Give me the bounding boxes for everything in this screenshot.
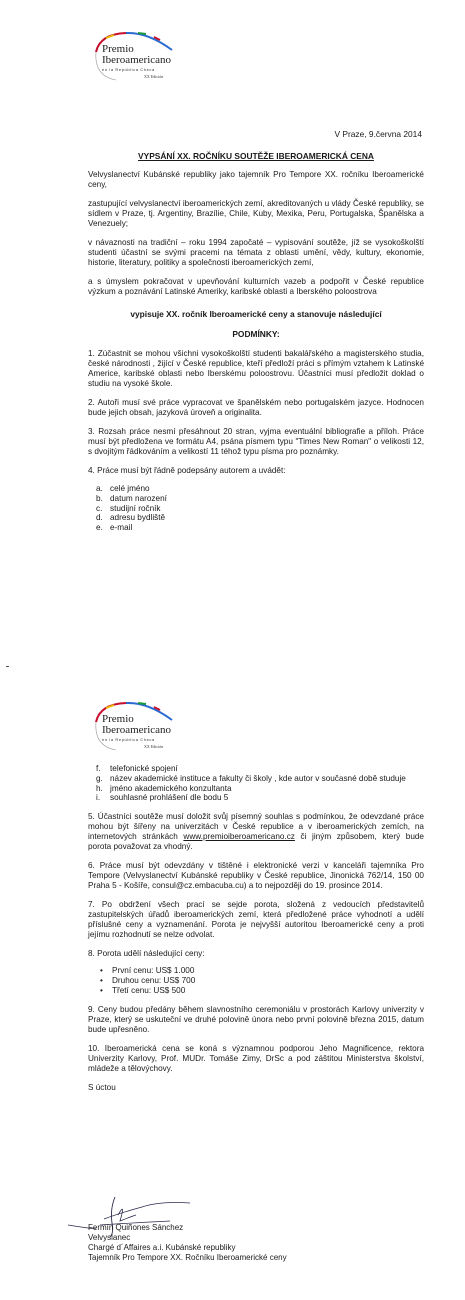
condition-1: 1. Zúčastnit se mohou všichni vysokoškolští studenti bakalářského a magisterského studia, české národnosti , žijící v České republice, kteří předloží práci s přímým vztahem k Latinské Americe, karibské oblasti nebo Iberskému poloostrovu. Účastníci musí předložit doklad o studiu na vysoké škole. <box>88 349 424 388</box>
logo-line-3: en la República Checa <box>102 737 155 742</box>
logo-line-2: Iberoamericano <box>102 724 172 736</box>
signature-block <box>88 1223 287 1263</box>
list-item: f. telefonické spojení <box>96 764 178 773</box>
logo-premio-iberoamericano <box>86 30 196 86</box>
list-item: g. název akademické instituce a fakulty či školy , kde autor v současné době studuje <box>96 773 406 783</box>
list-item: • Třetí cenu: US$ 500 <box>100 985 186 995</box>
logo-edition: XX Edición <box>144 744 164 749</box>
prize-list <box>88 966 424 995</box>
bullet-icon: • <box>100 985 103 995</box>
condition-5: 5. Účastníci soutěže musí doložit svůj písemný souhlas s podmínkou, že odevzdané práce mohou být šířeny na univerzitách v České republice a v iberoamerických zemích, na internetových stránkách www.premioiberoamericano.cz či jiným způsobem, který bude porota považovat za vhodný. <box>88 812 424 852</box>
required-info-list <box>88 764 424 803</box>
document-date: V Praze, 9.června 2014 <box>334 129 422 139</box>
document-title: VYPSÁNÍ XX. ROČNÍKU SOUTĚŽE IBEROAMERICKÁ CENA <box>138 151 374 161</box>
condition-8: 8. Porota udělí následující ceny: <box>88 949 205 959</box>
list-item: c. studijní ročník <box>96 503 161 513</box>
logo-premio-iberoamericano <box>86 700 196 756</box>
bullet-icon: • <box>100 966 103 976</box>
bullet-icon: • <box>100 975 103 985</box>
list-item: • První cenu: US$ 1.000 <box>100 966 195 976</box>
conditions-heading: PODMÍNKY: <box>232 329 280 339</box>
list-item: e. e-mail <box>96 523 133 533</box>
logo-line-1: Premio <box>102 713 134 725</box>
announcement: vypisuje XX. ročník Iberoamerické ceny a stanovuje následující <box>130 309 382 319</box>
condition-4: 4. Práce musí být řádně podepsány autorem a uvádět: <box>88 466 286 475</box>
condition-6: 6. Práce musí být odevzdány v tištěné i elektronické verzi v kanceláři tajemníka Pro Tempore (Velvyslanectví Kubánské republiky v České republice, Jinonická 762/14, 150 00 Praha 5 - Košíře, consul@cz.embacuba.cu) a to nejpozději do 19. prosince 2014. <box>88 861 424 891</box>
list-item: d. adresu bydliště <box>96 513 166 523</box>
list-item: b. datum narození <box>96 493 167 503</box>
condition-9: 9. Ceny budou předány během slavnostního ceremoniálu v prostorách Karlovy univerzity v Praze, který se uskuteční ve druhé polovině února nebo první polovině března 2015, datum bude upřesněno. <box>88 1004 424 1034</box>
list-item: h. jméno akademického konzultanta <box>96 783 232 793</box>
intro-paragraph: zastupující velvyslanectví iberoamerických zemí, akreditovaných u vlády České republiky, se sídlem v Praze, tj. Argentiny, Brazílie, Chile, Kuby, Mexika, Peru, Portugalska, Španělska a Venezuely; <box>88 199 424 228</box>
closing: S úctou <box>88 1082 116 1092</box>
condition-3: 3. Rozsah práce nesmí přesáhnout 20 stran, vyjma eventuální bibliografie a příloh. Práce musí být předložena ve formátu A4, psána písmem typu "Times New Roman" o velikosti 12, s dvojitým řádkováním a velikostí 11 téhož typu písma pro poznámky. <box>88 427 424 456</box>
logo-line-1: Premio <box>102 43 134 55</box>
conditions-continued <box>88 764 424 1093</box>
intro-section <box>88 170 424 533</box>
condition-10: 10. Iberoamerická cena se koná s významnou podporou Jeho Magnificence, rektora Univerzity Karlovy, Prof. MUDr. Tomáše Zimy, DrSc a pod záštitou Ministerstva školství, mládeže a tělovýchovy. <box>88 1043 424 1073</box>
logo-edition: XX Edición <box>144 74 164 79</box>
website-link[interactable]: www.premioiberoamericano.cz <box>183 832 295 842</box>
signatory-role: Velvyslanec <box>88 1233 131 1242</box>
condition-7: 7. Po obdržení všech prací se sejde porota, složená z vedoucích představitelů zastupitelských úřadů iberoamerických zemí, která předložené práce vyhodnotí a udělí příslušné ceny a vyznamenání. Porota je nejvyšší autoritou Iberoamerické ceny a proti jejímu rozhodnutí se nelze odvolat. <box>88 900 424 940</box>
required-info-list <box>88 484 424 533</box>
signatory-name: Fermín Quiñones Sánchez <box>88 1223 184 1232</box>
condition-2: 2. Autoři musí své práce vypracovat ve španělském nebo portugalském jazyce. Hodnocen bude jejich obsah, jazyková úroveň a originalita. <box>88 398 424 417</box>
list-item: a. celé jméno <box>96 484 150 493</box>
logo-line-3: en la República Checa <box>102 67 155 72</box>
page-mark <box>6 666 9 667</box>
signatory-title: Chargé d´Affaires a.i. Kubánské republiky <box>88 1243 236 1252</box>
list-item: i. souhlasné prohlášení dle bodu 5 <box>96 793 229 803</box>
signatory-function: Tajemník Pro Tempore XX. Ročníku Iberoamerické ceny <box>88 1253 287 1262</box>
list-item: • Druhou cenu: US$ 700 <box>100 975 196 985</box>
intro-paragraph: v návaznosti na tradiční – roku 1994 započaté – vypisování soutěže, jíž se vysokoškolští studenti účastní se svými pracemi na témata z oblasti umění, vědy, kultury, ekonomie, historie, literatury, politiky a společnosti iberoamerických zemí, <box>88 238 424 267</box>
logo-line-2: Iberoamericano <box>102 54 172 66</box>
intro-paragraph: Velvyslanectví Kubánské republiky jako tajemník Pro Tempore XX. ročníku Iberoamerické ceny, <box>88 170 424 189</box>
intro-paragraph: a s úmyslem pokračovat v upevňování kulturních vazeb a podpořit v České republice výzkum a poznávání Latinské Ameriky, karibské oblasti a Iberského poloostrova <box>88 277 424 296</box>
